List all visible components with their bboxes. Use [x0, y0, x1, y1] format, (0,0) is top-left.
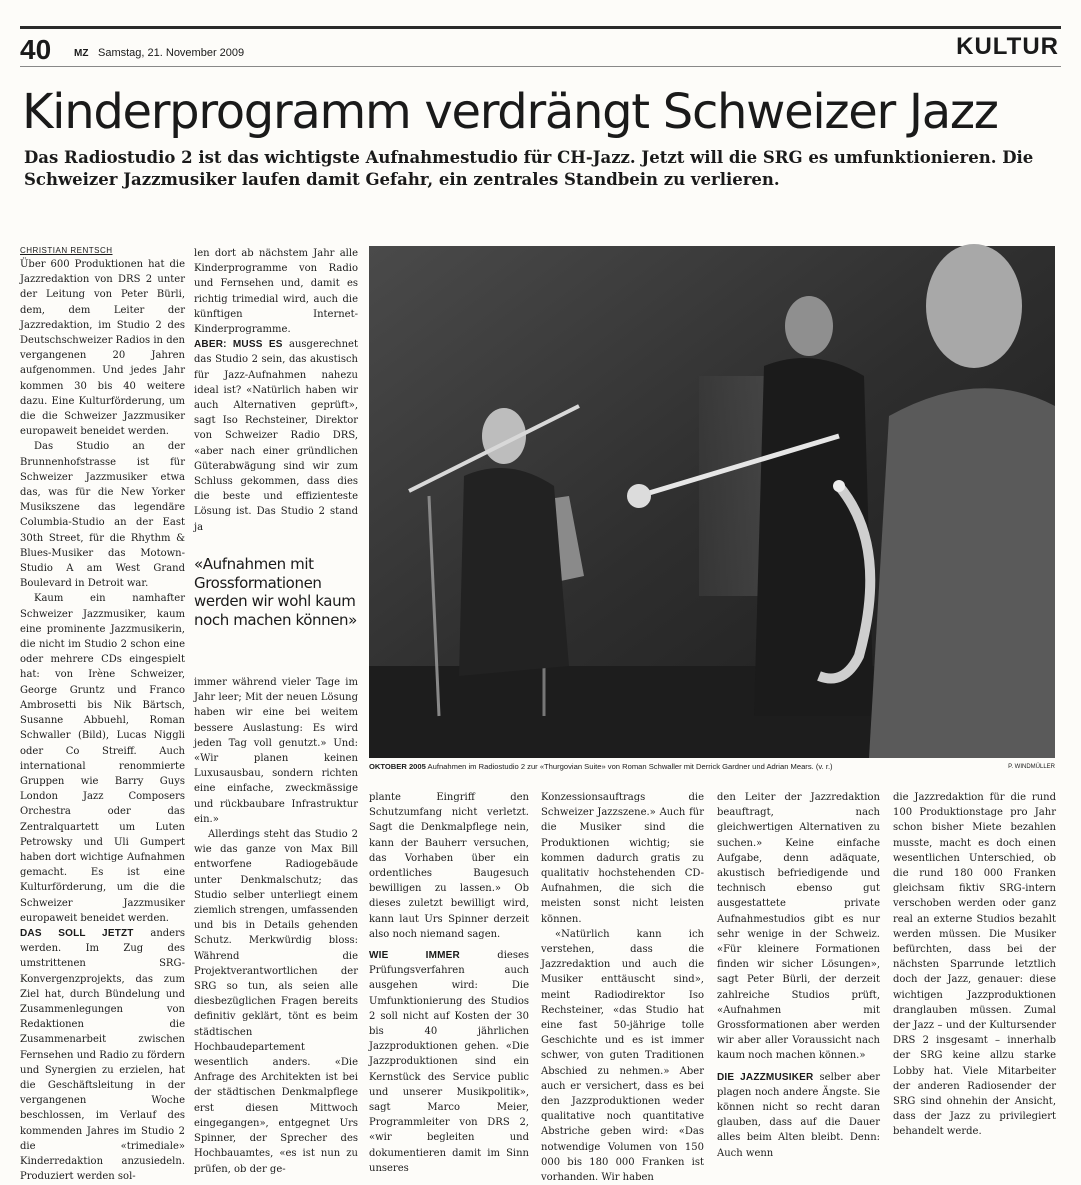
paragraph: immer während vieler Tage im Jahr leer; Mit der neuen Lösung haben wir eine bei weitem bessere Auslastung: Es wird jeden Tag voll genutzt.» Und: «Wir planen keinen Luxusausbau, sondern richten eine einfache, zweckmässige und rückbaubare Infrastruktur ein.»: [194, 677, 358, 825]
author-byline: CHRISTIAN RENTSCH: [20, 246, 113, 255]
paragraph: WIE IMMER dieses Prüfungsverfahren auch ausgehen wird: Die Umfunktionierung des Studios 2 soll nicht auf Kosten der 30 bis 40 jährlichen Jazzproduktionen gehen. «Die Jazzproduktionen sind ein Kernstück des Service public und unserer Musikpolitik», sagt Marco Meier, Programmleiter von DRS 2, «wir begleiten und dokumentieren damit im Sinn unseres: [369, 950, 529, 1174]
caption-text: Aufnahmen im Radiostudio 2 zur «Thurgovian Suite» von Roman Schwaller mit Derrick Gardner und Adrian Mears. (v. r.): [427, 762, 833, 771]
paragraph: DAS SOLL JETZT anders werden. Im Zug des umstrittenen SRG-Konvergenzprojekts, das zum Ziel hat, durch Bündelung und Zusammenlegungen von Redaktionen die Zusammenarbeit zwischen Fernsehen und Radio zu fördern und Synergien zu erzielen, hat die Geschäftsleitung in der vergangenen Woche beschlossen, im Verlauf des kommenden Jahres im Studio 2 die «trimediale» Kinderredaktion anzusiedeln. Produziert werden sol-: [20, 927, 185, 1183]
header-divider: [20, 66, 1061, 67]
caption-lead: OKTOBER 2005: [369, 762, 426, 771]
paragraph: ABER: MUSS ES ausgerechnet das Studio 2 sein, das akustisch für Jazz-Aufnahmen nahezu ideal ist? «Natürlich haben wir auch Alternativen geprüft», sagt Iso Rechsteiner, Direktor von Schweizer Radio DRS, «aber nach einer gründlichen Güterabwägung sind wir zum Schluss gekommen, dass dies die beste und effizienteste Lösung ist. Das Studio 2 stand ja: [194, 339, 358, 533]
photo-jazz-recording: [369, 246, 1055, 758]
paragraph: Über 600 Produktionen hat die Jazzredaktion von DRS 2 unter der Leitung von Peter Bürli, dem, dem Leiter der Jazzredaktion, im Studio 2 des Deutschschweizer Radios in den vergangenen 20 Jahren aufgenommen. Und jedes Jahr kommen 30 bis 40 weitere dazu. Eine Kulturförderung, um die die Schweizer Jazzmusiker europaweit beneidet werden.: [20, 259, 185, 438]
paragraph: Kaum ein namhafter Schweizer Jazzmusiker, kaum eine prominente Jazzmusikerin, die nicht im Studio 2 schon eine oder mehrere CDs eingespielt hat: von Irène Schweizer, George Gruntz und Franco Ambrosetti bis Nik Bärtsch, Susanne Abbuehl, Roman Schwaller (Bild), Lucas Niggli oder Co Streiff. Auch international renommierte Gruppen wie Barry Guys London Jazz Composers Orchestra oder das Zentralquartett um Luten Petrowsky und Uli Gumpert haben dort wichtige Aufnahmen gemacht. Es ist eine Kulturförderung, um die die Schweizer Jazzmusiker europaweit beneidet werden.: [20, 593, 185, 924]
column-5: [717, 790, 880, 1158]
kicker: DIE JAZZMUSIKER: [717, 1071, 814, 1083]
paragraph: Allerdings steht das Studio 2 wie das ganze von Max Bill entworfene Radiogebäude unter Denkmalschutz; das Studio selber unterliegt einem ziemlich strengen, umfassenden und bis in Details gehenden Schutz. Merkwürdig bloss: Während die Projektverantwortlichen der SRG so tun, als seien alle diesbezüglichen Fragen bereits definitiv geklärt, tönt es beim städtischen Hochbaudepartement wesentlich anders. «Die Anfrage des Architekten ist bei der städtischen Denkmalpflege erst diesen Mittwoch eingegangen», entgegnet Urs Spinner, der Sprecher des Hochbauamtes, «es ist nun zu prüfen, ob der ge-: [194, 829, 358, 1175]
column-1: [20, 246, 185, 1183]
section-label: KULTUR: [956, 33, 1059, 60]
column-2-top: [194, 246, 358, 550]
paragraph: plante Eingriff den Schutzumfang nicht verletzt. Sagt die Denkmalpflege nein, kann der Bauherr versuchen, das Vorhaben über ein ordentliches Baugesuch bewilligen zu lassen.» Ob dieses zuletzt bewilligt wird, kann laut Urs Spinner derzeit also noch niemand sagen.: [369, 792, 529, 940]
kicker: WIE IMMER: [369, 950, 460, 962]
kicker: ABER: MUSS ES: [194, 339, 283, 351]
issue-date: Samstag, 21. November 2009: [98, 47, 245, 59]
column-6: [893, 790, 1056, 1158]
headline: Kinderprogramm verdrängt Schweizer Jazz: [22, 84, 998, 140]
page-number: 40: [20, 34, 52, 65]
pull-quote: «Aufnahmen mit Grossformationen werden wir wohl kaum noch machen können»: [194, 555, 357, 629]
column-2-bottom: [194, 675, 358, 1175]
top-rule: [20, 26, 1061, 29]
studio-photo-illustration: [369, 246, 1055, 758]
paragraph: Konzessionsauftrags die Schweizer Jazzszene.» Auch für die Musiker sind die Produktionen wichtig; sie kommen dadurch gratis zu qualitativ hochstehenden CD-Aufnahmen, die sich die meisten sonst nicht leisten können.: [541, 792, 704, 925]
paragraph: DIE JAZZMUSIKER selber aber plagen noch andere Ängste. Sie können nicht so recht daran glauben, dass auf die Dauer alles beim Alten bleibt. Denn: Auch wenn: [717, 1071, 881, 1159]
paragraph: den Leiter der Jazzredaktion beauftragt, nach gleichwertigen Alternativen zu suchen.» Keine einfache Aufgabe, denn adäquate, akustisch befriedigende und technisch ebenso gut ausgestattete private Aufnahmestudios gibt es nur sehr wenige in der Schweiz. «Für kleinere Formationen finden wir sicher Lösungen», sagt Peter Bürli, der derzeit zahlreiche Studios prüft, «Aufnahmen mit Grossformationen aber werden wir aber aller Voraussicht nach kaum noch machen können.»: [717, 792, 880, 1062]
paragraph: len dort ab nächstem Jahr alle Kinderprogramme von Radio und Fernsehen und, damit es richtig trimedial wird, auch die künftigen Internet-Kinderprogramme.: [194, 248, 358, 336]
column-4: [541, 790, 704, 1184]
photo-caption: [369, 762, 1055, 771]
paper-logo: MZ: [74, 48, 89, 59]
column-3: [369, 790, 529, 1174]
paragraph: «Natürlich kann ich verstehen, dass die Jazzredaktion und auch die Musiker enttäuscht sind», meint Radiodirektor Iso Rechsteiner, «das Studio hat eine fast 50-jährige tolle Geschichte und es ist immer schwer, von guten Traditionen Abschied zu nehmen.» Aber auch er versichert, dass es bei den Jazzproduktionen weder qualitative noch quantitative Abstriche geben wird: «Das notwendige Volumen von 150 000 bis 180 000 Franken ist vorhanden. Wir haben: [541, 928, 704, 1184]
lead-paragraph: Das Radiostudio 2 ist das wichtigste Aufnahmestudio für CH-Jazz. Jetzt will die SRG es umfunktionieren. Die Schweizer Jazzmusiker laufen damit Gefahr, ein zentrales Standbein zu verlieren.: [24, 148, 1034, 189]
photo-credit: P. WINDMÜLLER: [1008, 764, 1055, 770]
kicker: DAS SOLL JETZT: [20, 927, 134, 939]
paragraph: Das Studio an der Brunnenhofstrasse ist für Schweizer Jazzmusiker etwa das, was für die New Yorker Musikszene das legendäre Columbia-Studio an der East 30th Street, für die Rhythm & Blues-Musiker das Motown-Studio A am West Grand Boulevard in Detroit war.: [20, 441, 185, 590]
paragraph: die Jazzredaktion für die rund 100 Produktionstage pro Jahr schon bisher Miete bezahlen musste, macht es doch einen wesentlichen Unterschied, ob die rund 180 000 Franken gleichsam fiktiv SRG-intern verschoben werden oder ganz real an externe Studios bezahlt werden müssen. Die Musiker befürchten, dass bei der nächsten Sparrunde letztlich doch der Jazz, genauer: diese wichtigen Jazzproduktionen dranglauben müssen. Zumal der Jazz – und der Kultursender DRS 2 insgesamt – innerhalb der SRG keine allzu starke Lobby hat. Viele Mitarbeiter der anderen Radiosender der SRG sind ohnehin der Ansicht, dass der Jazz zu privilegiert behandelt werde.: [893, 792, 1056, 1138]
